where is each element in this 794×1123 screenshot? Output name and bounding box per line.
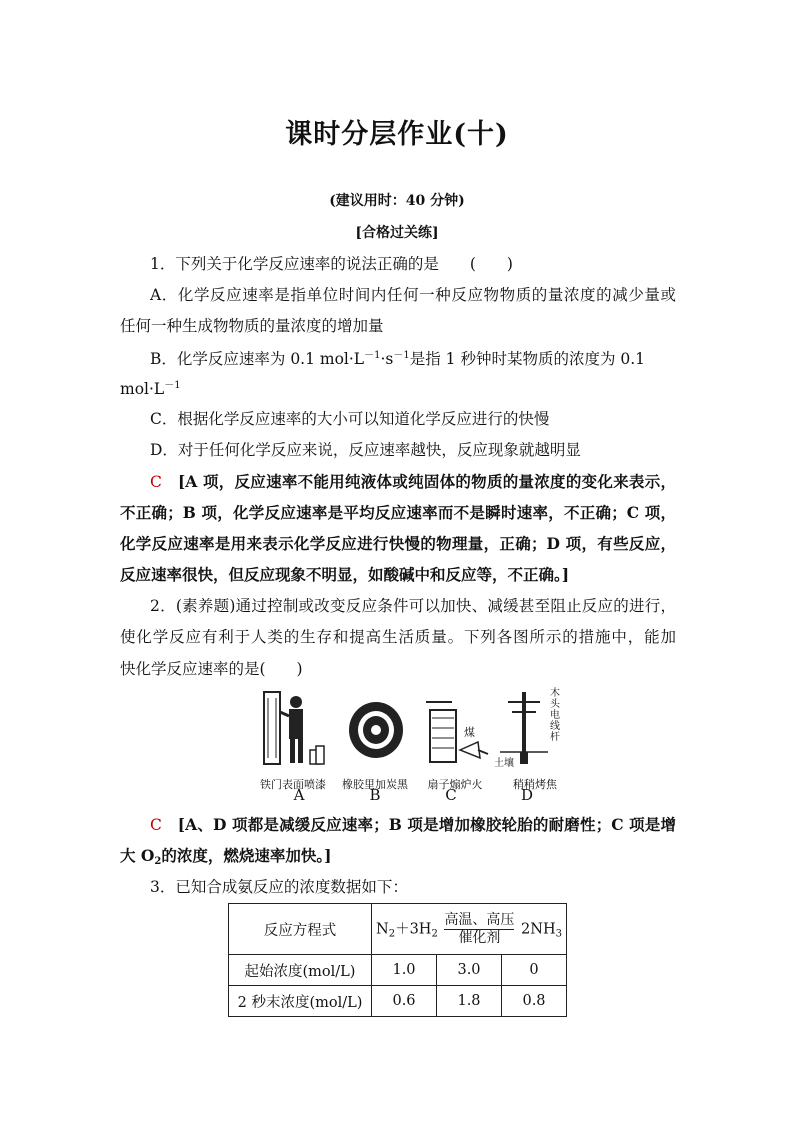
table-header-label: 反应方程式 — [229, 904, 372, 955]
page-title: 课时分层作业(十) — [285, 119, 509, 150]
table-cell: 0.8 — [502, 986, 567, 1017]
figure-letter-d: D — [520, 786, 534, 804]
q1-option-b-line2 — [120, 376, 676, 398]
q1-b-text-3: 是指 1 秒钟时某物质的浓度为 0.1 — [409, 350, 646, 368]
q1-stem: 1．下列关于化学反应速率的说法正确的是 ( ) — [150, 255, 513, 273]
eq-sub-3: 3 — [555, 928, 562, 939]
reaction-conditions — [444, 912, 514, 947]
q1-b-sup-2: －1 — [393, 350, 410, 361]
figure-b-caption: 橡胶里加炭黑 — [342, 778, 408, 791]
painting-door-illustration — [258, 688, 328, 770]
table-row — [229, 986, 567, 1017]
figure-a — [258, 688, 328, 792]
coal-label: 煤 — [464, 726, 475, 739]
figure-a-caption: 铁门表面喷漆 — [260, 778, 326, 791]
q2-explanation-line2 — [120, 844, 676, 867]
q1-answer: C — [150, 473, 162, 491]
q1-option-a-line2: 任何一种生成物物质的量浓度的增加量 — [120, 317, 384, 335]
q1-option-b-line1 — [150, 346, 676, 369]
q2-exp-text-2b: 的浓度，燃烧速率加快。] — [161, 846, 332, 865]
reaction-equation — [372, 904, 567, 955]
q2-stem-line1: 2．(素养题)通过控制或改变反应条件可以加快、减缓甚至阻止反应的进行， — [150, 597, 676, 615]
cond-bottom: 催化剂 — [458, 929, 501, 946]
q2-stem-line2: 使化学反应有利于人类的生存和提高生活质量。下列各图所示的措施中，能加 — [120, 628, 676, 646]
stove-fan-illustration — [420, 688, 490, 770]
q1-explanation-line4: 反应速率很快，但反应现象不明显，如酸碱中和反应等，不正确。] — [120, 565, 570, 584]
cond-top: 高温、高压 — [444, 911, 515, 928]
eq-plus-h: ＋3H — [395, 921, 432, 937]
row-label: 起始浓度(mol/L) — [229, 955, 372, 986]
q2-answer: C — [150, 816, 162, 834]
q1-explanation-line1 — [150, 470, 676, 492]
figure-letter-a: A — [293, 786, 305, 804]
table-cell: 1.0 — [372, 955, 437, 986]
q1-b-unit-sup: －1 — [164, 380, 181, 391]
q1-option-a-line1: A．化学反应速率是指单位时间内任何一种反应物物质的量浓度的减少量或 — [150, 286, 676, 304]
figure-d — [494, 688, 570, 792]
q2-exp-sub: 2 — [154, 856, 162, 867]
figure-c — [420, 688, 490, 792]
table-cell: 0.6 — [372, 986, 437, 1017]
q1-option-d: D．对于任何化学反应来说，反应速率越快，反应现象就越明显 — [150, 441, 581, 459]
q1-b-text-2: ·s — [380, 350, 394, 368]
figure-letter-c: C — [445, 786, 457, 804]
soil-label: 土壤 — [494, 758, 514, 769]
q3-stem: 3．已知合成氨反应的浓度数据如下： — [150, 878, 408, 896]
section-heading: [合格过关练] — [355, 225, 439, 241]
row-label: 2 秒末浓度(mol/L) — [229, 986, 372, 1017]
q2-exp-text-1: [A、D 项都是减缓反应速率；B 项是增加橡胶轮胎的耐磨性；C 项是增 — [177, 815, 676, 834]
q2-exp-text-2a: 大 O — [120, 846, 155, 865]
ammonia-data-table — [228, 903, 567, 1017]
table-row — [229, 955, 567, 986]
q1-b-sup-1: －1 — [364, 350, 381, 361]
eq-sub-2: 2 — [431, 928, 438, 939]
figure-d-caption: 稍稍烤焦 — [513, 778, 557, 791]
q2-stem-line3: 快化学反应速率的是( ) — [120, 660, 303, 678]
figure-b — [340, 688, 410, 792]
q2-explanation-line1 — [150, 813, 676, 835]
table-cell: 3.0 — [437, 955, 502, 986]
q1-exp-text-1: [A 项，反应速率不能用纯液体或纯固体的物质的量浓度的变化来表示， — [177, 472, 676, 491]
table-cell: 0 — [502, 955, 567, 986]
eq-n: N — [376, 921, 389, 937]
q1-b-text-1: B．化学反应速率为 0.1 mol·L — [150, 350, 365, 368]
suggested-time: (建议用时：40 分钟) — [329, 193, 465, 209]
table-header-row — [229, 904, 567, 955]
table-cell: 1.8 — [437, 986, 502, 1017]
tire-illustration — [340, 688, 410, 770]
q1-explanation-line2: 不正确；B 项，化学反应速率是平均反应速率而不是瞬时速率，不正确；C 项， — [120, 503, 676, 522]
q1-explanation-line3: 化学反应速率是用来表示化学反应进行快慢的物理量，正确；D 项，有些反应， — [120, 534, 676, 553]
eq-sub-1: 2 — [388, 928, 396, 939]
figure-letter-b: B — [369, 786, 381, 804]
eq-nh: 2NH — [521, 921, 556, 937]
q1-b-unit: mol·L — [120, 380, 165, 398]
figure-c-caption: 扇子煽炉火 — [427, 778, 483, 791]
q1-option-c: C．根据化学反应速率的大小可以知道化学反应进行的快慢 — [150, 410, 550, 428]
pole-label: 木头电线杆 — [550, 688, 560, 743]
